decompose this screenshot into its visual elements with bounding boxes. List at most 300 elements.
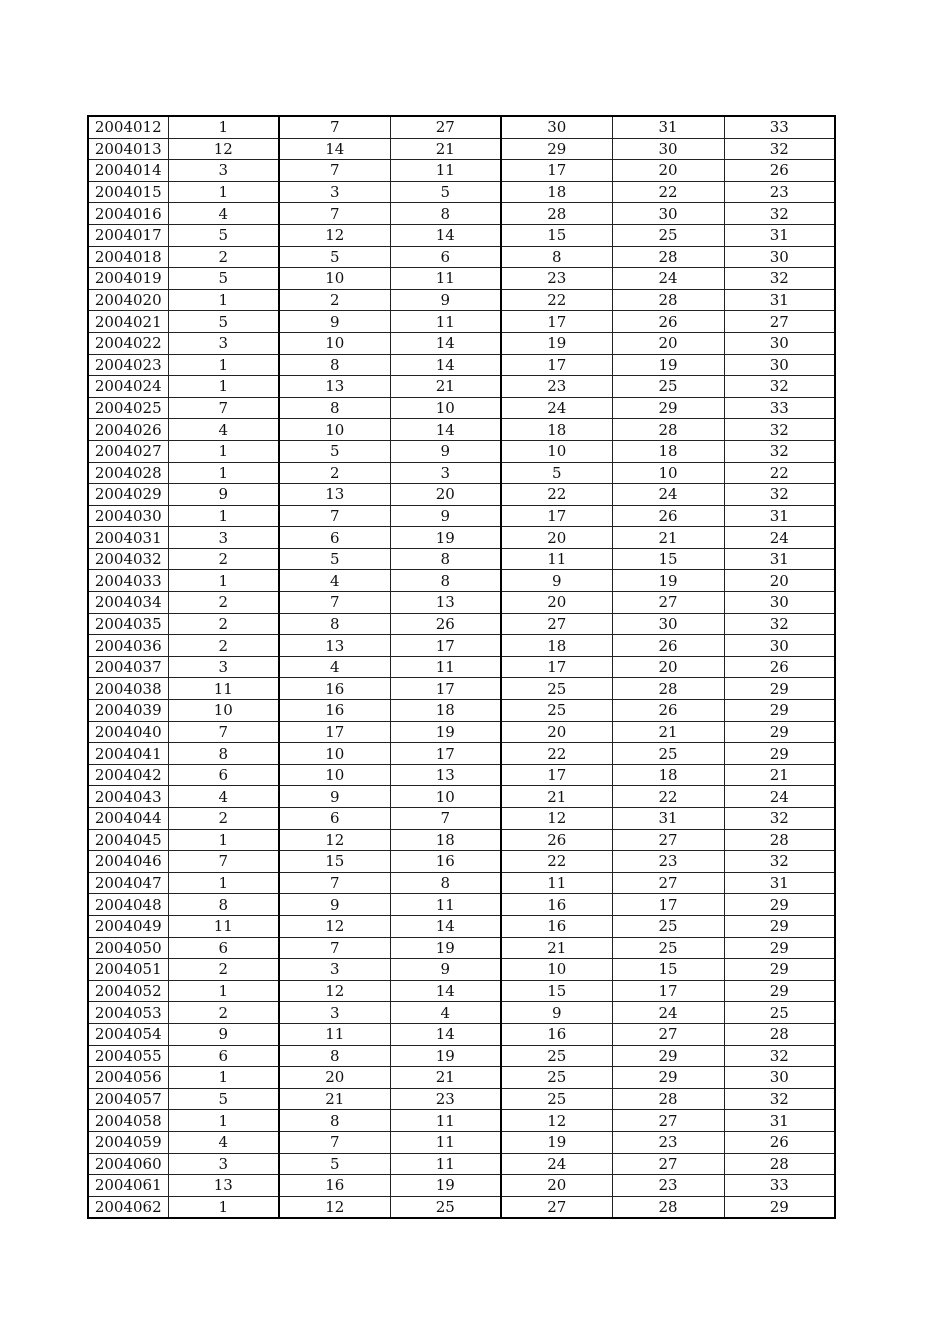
table-row <box>88 484 835 506</box>
number-cell: 11 <box>390 160 501 182</box>
number-cell: 9 <box>168 484 279 506</box>
number-cell: 21 <box>612 721 724 743</box>
number-cell: 29 <box>612 1045 724 1067</box>
number-cell: 7 <box>390 808 501 830</box>
number-cell: 23 <box>612 1175 724 1197</box>
period-cell: 2004043 <box>88 786 168 808</box>
period-cell: 2004060 <box>88 1153 168 1175</box>
number-cell: 29 <box>724 743 835 765</box>
number-cell: 21 <box>612 527 724 549</box>
number-cell: 32 <box>724 613 835 635</box>
number-cell: 30 <box>612 613 724 635</box>
period-cell: 2004020 <box>88 289 168 311</box>
number-cell: 2 <box>168 959 279 981</box>
number-cell: 14 <box>390 980 501 1002</box>
table-row <box>88 1131 835 1153</box>
number-cell: 28 <box>612 419 724 441</box>
number-cell: 10 <box>279 268 390 290</box>
number-cell: 17 <box>501 160 612 182</box>
number-cell: 18 <box>501 419 612 441</box>
number-cell: 13 <box>279 376 390 398</box>
number-cell: 3 <box>279 959 390 981</box>
number-cell: 5 <box>168 1088 279 1110</box>
number-cell: 5 <box>168 268 279 290</box>
number-cell: 21 <box>279 1088 390 1110</box>
number-cell: 29 <box>612 397 724 419</box>
number-cell: 10 <box>612 462 724 484</box>
table-row <box>88 700 835 722</box>
number-cell: 19 <box>390 527 501 549</box>
number-cell: 2 <box>168 548 279 570</box>
table-row <box>88 592 835 614</box>
number-cell: 26 <box>612 311 724 333</box>
number-cell: 5 <box>168 311 279 333</box>
number-cell: 30 <box>724 635 835 657</box>
number-cell: 32 <box>724 203 835 225</box>
number-cell: 11 <box>501 872 612 894</box>
number-cell: 1 <box>168 376 279 398</box>
period-cell: 2004054 <box>88 1023 168 1045</box>
number-cell: 4 <box>168 203 279 225</box>
period-cell: 2004061 <box>88 1175 168 1197</box>
number-cell: 26 <box>612 700 724 722</box>
period-cell: 2004012 <box>88 116 168 138</box>
number-cell: 31 <box>724 1110 835 1132</box>
number-cell: 10 <box>501 440 612 462</box>
number-cell: 17 <box>390 743 501 765</box>
period-cell: 2004037 <box>88 656 168 678</box>
number-cell: 3 <box>279 1002 390 1024</box>
number-cell: 27 <box>501 1196 612 1218</box>
number-cell: 22 <box>612 181 724 203</box>
table-row <box>88 505 835 527</box>
number-cell: 26 <box>724 656 835 678</box>
number-cell: 19 <box>612 354 724 376</box>
table-row <box>88 397 835 419</box>
number-cell: 19 <box>390 1175 501 1197</box>
table-row <box>88 203 835 225</box>
number-cell: 17 <box>390 635 501 657</box>
number-cell: 29 <box>724 959 835 981</box>
number-cell: 4 <box>168 419 279 441</box>
number-cell: 29 <box>501 138 612 160</box>
number-cell: 8 <box>279 354 390 376</box>
period-cell: 2004025 <box>88 397 168 419</box>
number-cell: 13 <box>279 484 390 506</box>
table-row <box>88 829 835 851</box>
number-cell: 9 <box>390 505 501 527</box>
number-cell: 25 <box>501 1067 612 1089</box>
number-cell: 7 <box>279 592 390 614</box>
number-cell: 29 <box>724 894 835 916</box>
number-cell: 29 <box>724 915 835 937</box>
number-cell: 16 <box>279 678 390 700</box>
number-cell: 20 <box>501 527 612 549</box>
number-cell: 1 <box>168 289 279 311</box>
number-cell: 2 <box>168 246 279 268</box>
number-cell: 33 <box>724 116 835 138</box>
number-cell: 24 <box>724 786 835 808</box>
number-cell: 1 <box>168 505 279 527</box>
number-cell: 8 <box>501 246 612 268</box>
number-cell: 8 <box>390 570 501 592</box>
table-row <box>88 937 835 959</box>
number-cell: 19 <box>390 721 501 743</box>
number-cell: 25 <box>612 937 724 959</box>
number-cell: 32 <box>724 376 835 398</box>
number-cell: 7 <box>279 203 390 225</box>
number-cell: 17 <box>390 678 501 700</box>
number-cell: 31 <box>724 872 835 894</box>
table-row <box>88 894 835 916</box>
number-cell: 31 <box>612 808 724 830</box>
number-cell: 17 <box>279 721 390 743</box>
number-cell: 19 <box>390 937 501 959</box>
number-cell: 8 <box>390 872 501 894</box>
number-cell: 2 <box>168 613 279 635</box>
number-cell: 31 <box>724 289 835 311</box>
number-cell: 4 <box>279 656 390 678</box>
number-cell: 3 <box>168 527 279 549</box>
period-cell: 2004050 <box>88 937 168 959</box>
number-cell: 26 <box>724 1131 835 1153</box>
table-row <box>88 116 835 138</box>
table-row <box>88 1002 835 1024</box>
number-cell: 21 <box>390 138 501 160</box>
number-cell: 24 <box>501 1153 612 1175</box>
number-cell: 10 <box>501 959 612 981</box>
number-cell: 3 <box>168 656 279 678</box>
number-cell: 15 <box>501 980 612 1002</box>
number-cell: 31 <box>612 116 724 138</box>
period-cell: 2004023 <box>88 354 168 376</box>
number-cell: 3 <box>390 462 501 484</box>
number-cell: 22 <box>612 786 724 808</box>
number-cell: 6 <box>279 527 390 549</box>
number-cell: 3 <box>168 160 279 182</box>
number-cell: 31 <box>724 224 835 246</box>
number-cell: 20 <box>612 656 724 678</box>
period-cell: 2004027 <box>88 440 168 462</box>
number-cell: 14 <box>390 224 501 246</box>
number-cell: 11 <box>168 678 279 700</box>
number-cell: 19 <box>501 332 612 354</box>
number-cell: 2 <box>279 289 390 311</box>
number-cell: 3 <box>279 181 390 203</box>
table-row <box>88 613 835 635</box>
number-cell: 1 <box>168 1110 279 1132</box>
table-row <box>88 786 835 808</box>
table-row <box>88 376 835 398</box>
period-cell: 2004035 <box>88 613 168 635</box>
number-cell: 20 <box>724 570 835 592</box>
number-cell: 29 <box>724 937 835 959</box>
number-cell: 13 <box>390 592 501 614</box>
number-cell: 18 <box>501 635 612 657</box>
period-cell: 2004042 <box>88 764 168 786</box>
number-cell: 7 <box>279 160 390 182</box>
period-cell: 2004016 <box>88 203 168 225</box>
number-cell: 2 <box>279 462 390 484</box>
number-cell: 24 <box>724 527 835 549</box>
number-cell: 12 <box>279 1196 390 1218</box>
number-cell: 9 <box>390 959 501 981</box>
number-cell: 5 <box>279 1153 390 1175</box>
number-cell: 12 <box>279 915 390 937</box>
number-cell: 1 <box>168 440 279 462</box>
number-cell: 10 <box>279 743 390 765</box>
number-cell: 16 <box>501 915 612 937</box>
number-cell: 22 <box>501 851 612 873</box>
period-cell: 2004038 <box>88 678 168 700</box>
table-row <box>88 462 835 484</box>
number-cell: 23 <box>724 181 835 203</box>
period-cell: 2004032 <box>88 548 168 570</box>
number-cell: 12 <box>279 980 390 1002</box>
period-cell: 2004059 <box>88 1131 168 1153</box>
number-cell: 16 <box>390 851 501 873</box>
number-cell: 12 <box>279 224 390 246</box>
number-cell: 28 <box>612 246 724 268</box>
number-cell: 11 <box>390 894 501 916</box>
number-cell: 12 <box>279 829 390 851</box>
period-cell: 2004045 <box>88 829 168 851</box>
number-cell: 25 <box>724 1002 835 1024</box>
number-cell: 28 <box>724 829 835 851</box>
table-row <box>88 764 835 786</box>
table-row <box>88 138 835 160</box>
table-body <box>88 116 835 1218</box>
number-cell: 14 <box>390 419 501 441</box>
number-cell: 28 <box>612 289 724 311</box>
number-cell: 17 <box>501 311 612 333</box>
number-cell: 5 <box>279 440 390 462</box>
number-cell: 25 <box>612 224 724 246</box>
number-cell: 14 <box>390 1023 501 1045</box>
period-cell: 2004022 <box>88 332 168 354</box>
period-cell: 2004017 <box>88 224 168 246</box>
number-cell: 32 <box>724 268 835 290</box>
table-row <box>88 181 835 203</box>
period-cell: 2004029 <box>88 484 168 506</box>
period-cell: 2004030 <box>88 505 168 527</box>
table-row <box>88 678 835 700</box>
period-cell: 2004040 <box>88 721 168 743</box>
number-cell: 1 <box>168 980 279 1002</box>
number-cell: 29 <box>612 1067 724 1089</box>
number-cell: 27 <box>390 116 501 138</box>
number-cell: 25 <box>501 1088 612 1110</box>
number-cell: 19 <box>390 1045 501 1067</box>
table-row <box>88 721 835 743</box>
table-row <box>88 743 835 765</box>
table-row <box>88 548 835 570</box>
number-cell: 11 <box>279 1023 390 1045</box>
table-row <box>88 527 835 549</box>
number-cell: 2 <box>168 808 279 830</box>
table-row <box>88 354 835 376</box>
number-cell: 8 <box>279 613 390 635</box>
number-cell: 9 <box>390 440 501 462</box>
number-cell: 26 <box>612 505 724 527</box>
number-cell: 18 <box>612 764 724 786</box>
number-cell: 20 <box>612 160 724 182</box>
number-cell: 20 <box>501 721 612 743</box>
number-cell: 2 <box>168 1002 279 1024</box>
number-cell: 30 <box>612 138 724 160</box>
table-row <box>88 656 835 678</box>
number-cell: 1 <box>168 570 279 592</box>
number-cell: 23 <box>390 1088 501 1110</box>
period-cell: 2004031 <box>88 527 168 549</box>
number-cell: 22 <box>724 462 835 484</box>
number-cell: 12 <box>168 138 279 160</box>
number-cell: 31 <box>724 505 835 527</box>
number-cell: 26 <box>612 635 724 657</box>
number-cell: 14 <box>279 138 390 160</box>
number-cell: 17 <box>501 505 612 527</box>
number-cell: 27 <box>501 613 612 635</box>
number-cell: 27 <box>612 1023 724 1045</box>
table-row <box>88 311 835 333</box>
number-cell: 29 <box>724 980 835 1002</box>
number-cell: 11 <box>501 548 612 570</box>
number-cell: 32 <box>724 1088 835 1110</box>
period-cell: 2004024 <box>88 376 168 398</box>
period-cell: 2004041 <box>88 743 168 765</box>
period-cell: 2004015 <box>88 181 168 203</box>
number-cell: 20 <box>501 1175 612 1197</box>
period-cell: 2004014 <box>88 160 168 182</box>
number-cell: 7 <box>279 872 390 894</box>
number-cell: 26 <box>501 829 612 851</box>
table-row <box>88 440 835 462</box>
table-row <box>88 635 835 657</box>
number-cell: 6 <box>168 764 279 786</box>
number-cell: 21 <box>501 786 612 808</box>
number-cell: 11 <box>168 915 279 937</box>
table-row <box>88 915 835 937</box>
table-row <box>88 1067 835 1089</box>
number-cell: 9 <box>279 894 390 916</box>
period-cell: 2004048 <box>88 894 168 916</box>
number-cell: 3 <box>168 332 279 354</box>
table-row <box>88 570 835 592</box>
number-cell: 18 <box>390 700 501 722</box>
period-cell: 2004036 <box>88 635 168 657</box>
number-cell: 5 <box>501 462 612 484</box>
number-cell: 20 <box>612 332 724 354</box>
number-cell: 10 <box>390 786 501 808</box>
data-table <box>87 115 836 1219</box>
number-cell: 27 <box>612 1110 724 1132</box>
number-cell: 13 <box>168 1175 279 1197</box>
number-cell: 24 <box>612 1002 724 1024</box>
number-cell: 7 <box>279 505 390 527</box>
period-cell: 2004019 <box>88 268 168 290</box>
number-cell: 7 <box>279 1131 390 1153</box>
number-cell: 30 <box>612 203 724 225</box>
number-cell: 26 <box>390 613 501 635</box>
number-cell: 16 <box>501 1023 612 1045</box>
number-cell: 27 <box>724 311 835 333</box>
number-cell: 5 <box>279 246 390 268</box>
number-cell: 8 <box>279 1110 390 1132</box>
period-cell: 2004058 <box>88 1110 168 1132</box>
number-cell: 11 <box>390 268 501 290</box>
period-cell: 2004033 <box>88 570 168 592</box>
number-cell: 5 <box>168 224 279 246</box>
number-cell: 1 <box>168 181 279 203</box>
number-cell: 30 <box>724 246 835 268</box>
table-row <box>88 872 835 894</box>
number-cell: 22 <box>501 484 612 506</box>
period-cell: 2004057 <box>88 1088 168 1110</box>
number-cell: 21 <box>724 764 835 786</box>
number-cell: 30 <box>724 592 835 614</box>
number-cell: 1 <box>168 1067 279 1089</box>
number-cell: 33 <box>724 1175 835 1197</box>
number-cell: 29 <box>724 700 835 722</box>
number-cell: 17 <box>501 354 612 376</box>
number-cell: 19 <box>501 1131 612 1153</box>
table-row <box>88 1196 835 1218</box>
number-cell: 32 <box>724 1045 835 1067</box>
number-cell: 9 <box>501 570 612 592</box>
table-row <box>88 808 835 830</box>
number-cell: 15 <box>612 959 724 981</box>
number-cell: 25 <box>501 1045 612 1067</box>
number-cell: 28 <box>612 678 724 700</box>
number-cell: 30 <box>724 354 835 376</box>
number-cell: 8 <box>168 743 279 765</box>
number-cell: 28 <box>724 1153 835 1175</box>
number-cell: 19 <box>612 570 724 592</box>
table-row <box>88 1088 835 1110</box>
number-cell: 32 <box>724 419 835 441</box>
number-cell: 16 <box>279 1175 390 1197</box>
number-cell: 10 <box>279 419 390 441</box>
number-cell: 24 <box>612 268 724 290</box>
number-cell: 6 <box>390 246 501 268</box>
number-cell: 13 <box>390 764 501 786</box>
period-cell: 2004039 <box>88 700 168 722</box>
number-cell: 9 <box>279 311 390 333</box>
number-cell: 14 <box>390 915 501 937</box>
number-cell: 28 <box>724 1023 835 1045</box>
period-cell: 2004026 <box>88 419 168 441</box>
period-cell: 2004013 <box>88 138 168 160</box>
period-cell: 2004028 <box>88 462 168 484</box>
number-cell: 11 <box>390 1153 501 1175</box>
number-cell: 9 <box>501 1002 612 1024</box>
period-cell: 2004055 <box>88 1045 168 1067</box>
number-cell: 32 <box>724 851 835 873</box>
number-cell: 15 <box>612 548 724 570</box>
number-cell: 1 <box>168 1196 279 1218</box>
number-cell: 11 <box>390 656 501 678</box>
number-cell: 11 <box>390 311 501 333</box>
table-row <box>88 332 835 354</box>
number-cell: 4 <box>168 1131 279 1153</box>
period-cell: 2004021 <box>88 311 168 333</box>
number-cell: 18 <box>612 440 724 462</box>
number-cell: 27 <box>612 829 724 851</box>
number-cell: 2 <box>168 635 279 657</box>
number-cell: 23 <box>612 1131 724 1153</box>
period-cell: 2004053 <box>88 1002 168 1024</box>
number-cell: 1 <box>168 872 279 894</box>
